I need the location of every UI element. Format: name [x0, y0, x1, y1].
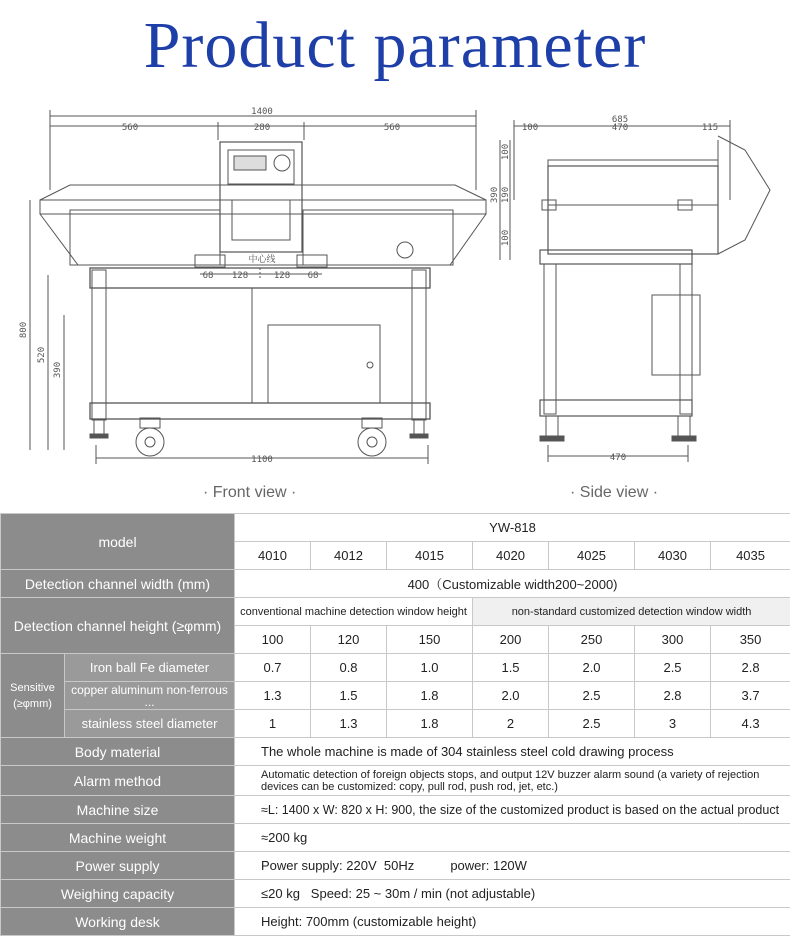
frame-bottom: [90, 403, 430, 419]
dim-front-right: 560: [384, 123, 400, 133]
dim-side-100a: 100: [501, 144, 511, 160]
model-cell: 4030: [635, 542, 711, 570]
sensitivity-row: [1, 682, 790, 710]
conveyor-belt: [40, 200, 486, 214]
spec-row: [1, 852, 790, 880]
dim-front-height: 800: [19, 322, 29, 338]
caster-left: [136, 428, 164, 456]
spec-label: Machine size: [1, 796, 235, 824]
model-label: model: [1, 514, 235, 570]
spec-value: ≤20 kg Speed: 25 ~ 30m / min (not adjustable): [235, 880, 790, 908]
model-cell: 4012: [311, 542, 387, 570]
sensitivity-cell: 4.3: [711, 710, 790, 738]
sensitive-label: Sensitive (≥φmm): [1, 654, 65, 738]
height-cell: 200: [473, 626, 549, 654]
spec-row: [1, 796, 790, 824]
sensitivity-cell: 1.3: [311, 710, 387, 738]
sensitivity-cell: 1.5: [473, 654, 549, 682]
dim-side-115: 115: [702, 123, 718, 133]
dim-front-68b: 68: [308, 271, 319, 281]
dim-side-190: 190: [501, 187, 511, 203]
cabinet-door: [268, 325, 380, 403]
parameter-table: [0, 513, 790, 936]
sensitivity-cell: 1.8: [387, 710, 473, 738]
side-view-label: · Side view ·: [570, 484, 658, 502]
dim-front-center: 中心线: [248, 253, 275, 265]
dim-side-100: 100: [522, 123, 538, 133]
sensitivity-cell: 2.8: [635, 682, 711, 710]
dim-front-mid: 280: [254, 123, 270, 133]
spec-value: ≈L: 1400 x W: 820 x H: 900, the size of the customized product is based on the actual product: [235, 796, 790, 824]
height-cell: 150: [387, 626, 473, 654]
spec-value: Automatic detection of foreign objects stops, and output 12V buzzer alarm sound (a variety of rejection devices can be customized: copy, pull rod, push rod, jet, etc.): [235, 766, 790, 796]
dim-front-128a: 128: [232, 271, 248, 281]
sensitivity-cell: 2.5: [635, 654, 711, 682]
model-cell: 4015: [387, 542, 473, 570]
model-cell: 4010: [235, 542, 311, 570]
sensitivity-row-label: Iron ball Fe diameter: [65, 654, 235, 682]
conventional-label: conventional machine detection window height: [235, 598, 473, 626]
height-cell: 350: [711, 626, 790, 654]
dim-front-bottom: 1100: [251, 455, 273, 465]
sensitivity-cell: 0.8: [311, 654, 387, 682]
model-cell: 4035: [711, 542, 790, 570]
height-cell: 120: [311, 626, 387, 654]
side-frame-bottom: [540, 400, 692, 416]
spec-value: Height: 700mm (customizable height): [235, 908, 790, 936]
dim-front-68a: 68: [203, 271, 214, 281]
dim-front-128b: 128: [274, 271, 290, 281]
spec-row: [1, 824, 790, 852]
sensitivity-cell: 2: [473, 710, 549, 738]
technical-drawing: [0, 100, 790, 500]
channel-width-label: Detection channel width (mm): [1, 570, 235, 598]
lcd-screen: [234, 156, 266, 170]
dim-side-total: 685: [612, 115, 628, 125]
sensitivity-row: [1, 710, 790, 738]
sensitivity-cell: 2.8: [711, 654, 790, 682]
channel-height-label: Detection channel height (≥φmm): [1, 598, 235, 654]
side-top: [548, 160, 718, 166]
side-control-box: [718, 136, 770, 254]
sensitivity-cell: 1.8: [387, 682, 473, 710]
sensitivity-row-label: copper aluminum non-ferrous ...: [65, 682, 235, 710]
model-name: YW-818: [235, 514, 790, 542]
spec-label: Alarm method: [1, 766, 235, 796]
sensitivity-cell: 2.0: [549, 654, 635, 682]
spec-label: Body material: [1, 738, 235, 766]
sensitivity-cell: 2.5: [549, 710, 635, 738]
sensitivity-cell: 0.7: [235, 654, 311, 682]
spec-label: Machine weight: [1, 824, 235, 852]
dim-side-bottom: 470: [610, 453, 626, 463]
spec-row: [1, 880, 790, 908]
front-view-label: · Front view ·: [203, 484, 296, 502]
nonstandard-label: non-standard customized detection window width: [473, 598, 790, 626]
dim-front-left: 560: [122, 123, 138, 133]
sensitivity-row: [1, 654, 790, 682]
spec-row: [1, 738, 790, 766]
spec-value: Power supply: 220V 50Hz power: 120W: [235, 852, 790, 880]
drawing-svg: [0, 100, 790, 500]
dim-front-390: 390: [53, 362, 63, 378]
dim-front-total: 1400: [251, 107, 273, 117]
spec-value: The whole machine is made of 304 stainless steel cold drawing process: [235, 738, 790, 766]
caster-right: [358, 428, 386, 456]
sensitivity-cell: 1: [235, 710, 311, 738]
sensitivity-cell: 1.0: [387, 654, 473, 682]
sensitivity-cell: 3.7: [711, 682, 790, 710]
sensitivity-cell: 2.0: [473, 682, 549, 710]
sensitivity-row-label: stainless steel diameter: [65, 710, 235, 738]
sensitivity-cell: 2.5: [549, 682, 635, 710]
sensitivity-cell: 1.3: [235, 682, 311, 710]
model-cell: 4025: [549, 542, 635, 570]
sensitivity-cell: 1.5: [311, 682, 387, 710]
spec-label: Working desk: [1, 908, 235, 936]
spec-value: ≈200 kg: [235, 824, 790, 852]
height-cell: 300: [635, 626, 711, 654]
dim-side-100b: 100: [501, 230, 511, 246]
control-door: [232, 200, 290, 240]
channel-width-value: 400（Customizable width200~2000): [235, 570, 790, 598]
sensitivity-cell: 3: [635, 710, 711, 738]
model-cell: 4020: [473, 542, 549, 570]
side-door: [652, 295, 700, 375]
height-cell: 250: [549, 626, 635, 654]
side-frame-top: [540, 250, 692, 264]
spec-row: [1, 766, 790, 796]
spec-label: Power supply: [1, 852, 235, 880]
height-cell: 100: [235, 626, 311, 654]
spec-row: [1, 908, 790, 936]
dim-front-520: 520: [37, 347, 47, 363]
dim-side-470: 470: [612, 123, 628, 133]
dim-side-390: 390: [490, 187, 500, 203]
page-title: Product parameter: [0, 4, 790, 88]
spec-label: Weighing capacity: [1, 880, 235, 908]
